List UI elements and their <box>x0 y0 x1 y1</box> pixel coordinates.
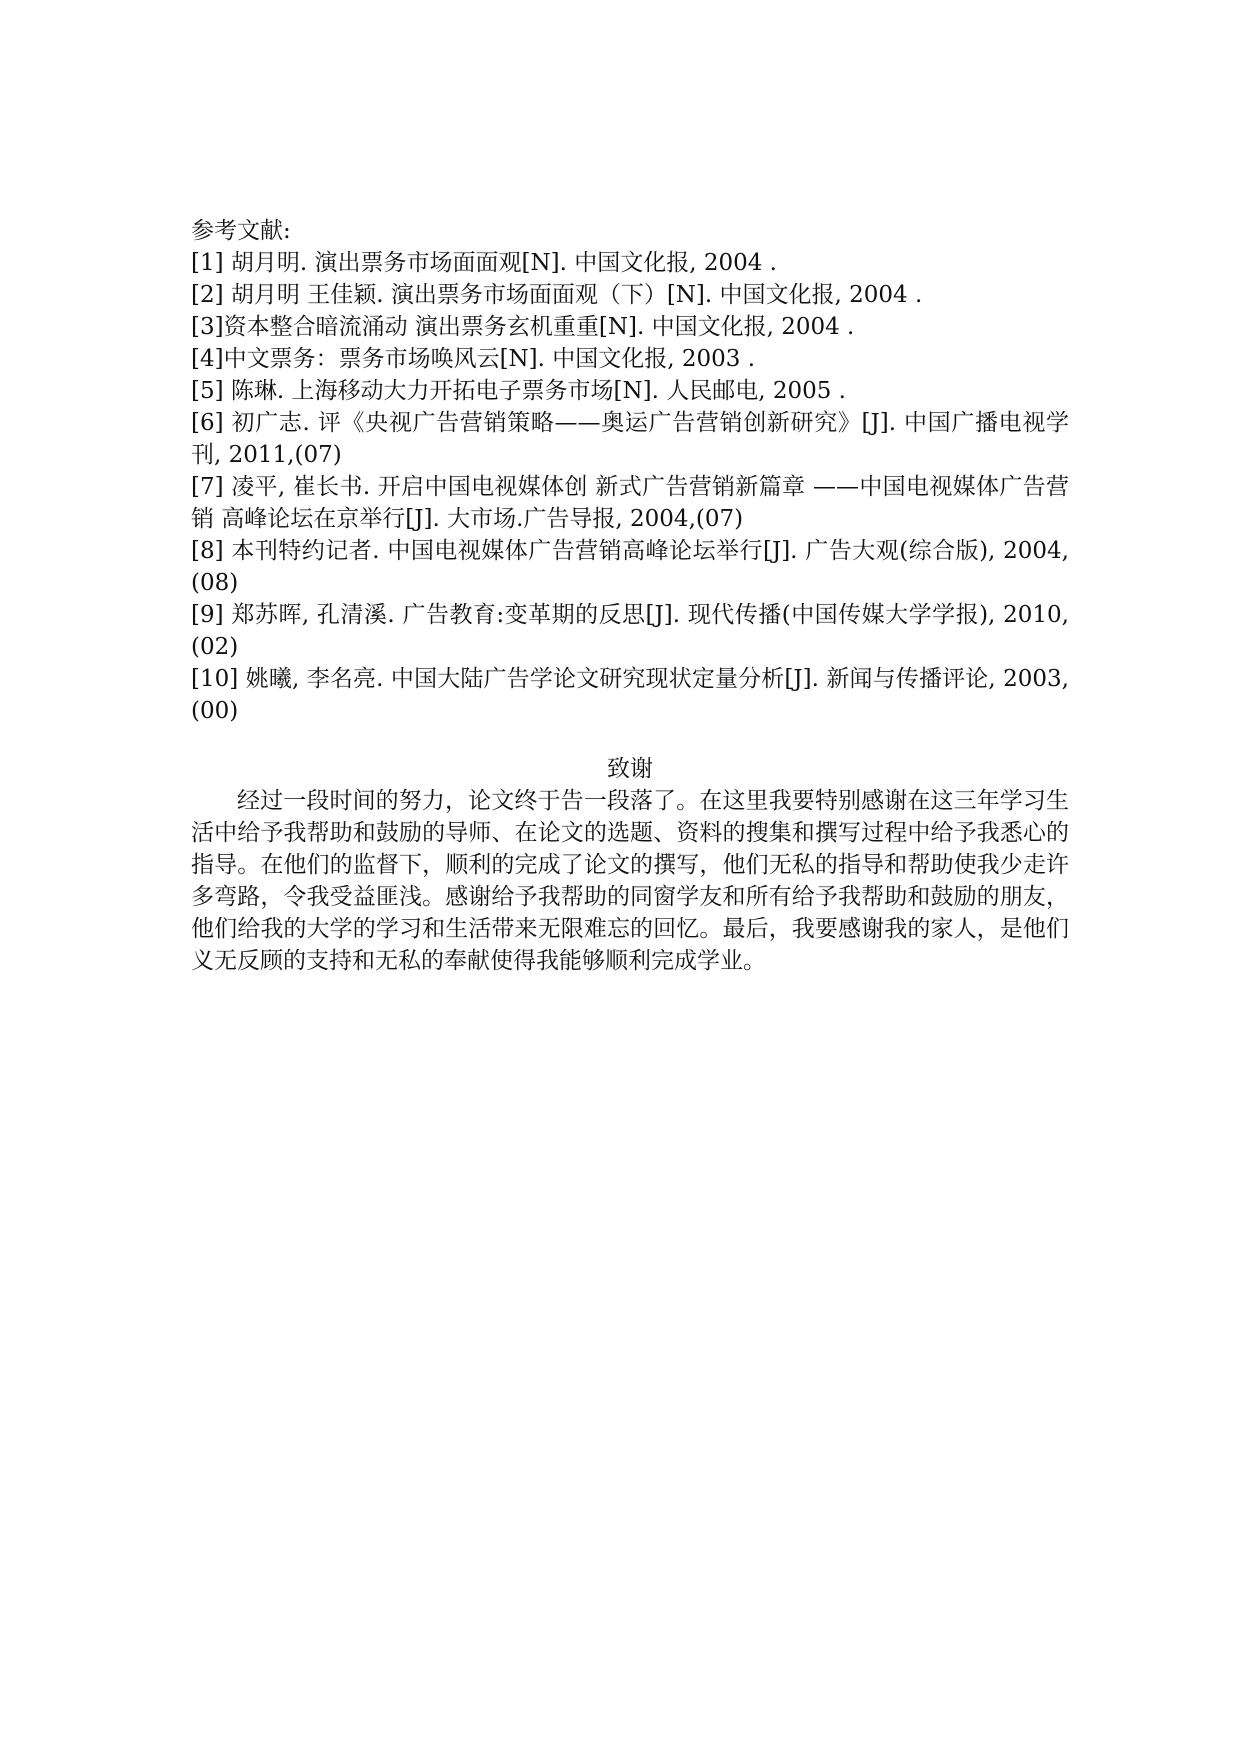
reference-item-3: [3]资本整合暗流涌动 演出票务玄机重重[N]. 中国文化报, 2004 . <box>191 314 855 340</box>
acknowledgement-title: 致谢 <box>607 756 653 782</box>
reference-item-2: [2] 胡月明 王佳颖. 演出票务市场面面观（下）[N]. 中国文化报, 2004 . <box>191 282 923 308</box>
reference-item-8: [8] 本刊特约记者. 中国电视媒体广告营销高峰论坛举行[J]. 广告大观(综合版), 2004,(08) <box>191 538 1069 596</box>
reference-item-7: [7] 凌平, 崔长书. 开启中国电视媒体创 新式广告营销新篇章 ——中国电视媒体广告营销 高峰论坛在京举行[J]. 大市场.广告导报, 2004,(07) <box>191 474 1069 532</box>
reference-list <box>191 247 1069 727</box>
reference-item-10: [10] 姚曦, 李名亮. 中国大陆广告学论文研究现状定量分析[J]. 新闻与传播评论, 2003,(00) <box>191 666 1069 724</box>
reference-item-1: [1] 胡月明. 演出票务市场面面观[N]. 中国文化报, 2004 . <box>191 250 777 276</box>
reference-item-9: [9] 郑苏晖, 孔清溪. 广告教育:变革期的反思[J]. 现代传播(中国传媒大学学报), 2010,(02) <box>191 602 1069 660</box>
reference-item-6: [6] 初广志. 评《央视广告营销策略——奥运广告营销创新研究》[J]. 中国广播电视学刊, 2011,(07) <box>191 410 1069 468</box>
references-heading: 参考文献: <box>191 218 291 244</box>
reference-item-5: [5] 陈琳. 上海移动大力开拓电子票务市场[N]. 人民邮电, 2005 . <box>191 378 846 404</box>
reference-item-4: [4]中文票务：票务市场唤风云[N]. 中国文化报, 2003 . <box>191 346 756 372</box>
acknowledgement-body: 经过一段时间的努力，论文终于告一段落了。在这里我要特别感谢在这三年学习生活中给予我帮助和鼓励的导师、在论文的选题、资料的搜集和撰写过程中给予我悉心的指导。在他们的监督下，顺利的完成了论文的撰写，他们无私的指导和帮助使我少走许多弯路，令我受益匪浅。感谢给予我帮助的同窗学友和所有给予我帮助和鼓励的朋友，他们给我的大学的学习和生活带来无限难忘的回忆。最后，我要感谢我的家人，是他们义无反顾的支持和无私的奉献使得我能够顺利完成学业。 <box>191 788 1069 974</box>
document-page <box>191 215 1069 977</box>
